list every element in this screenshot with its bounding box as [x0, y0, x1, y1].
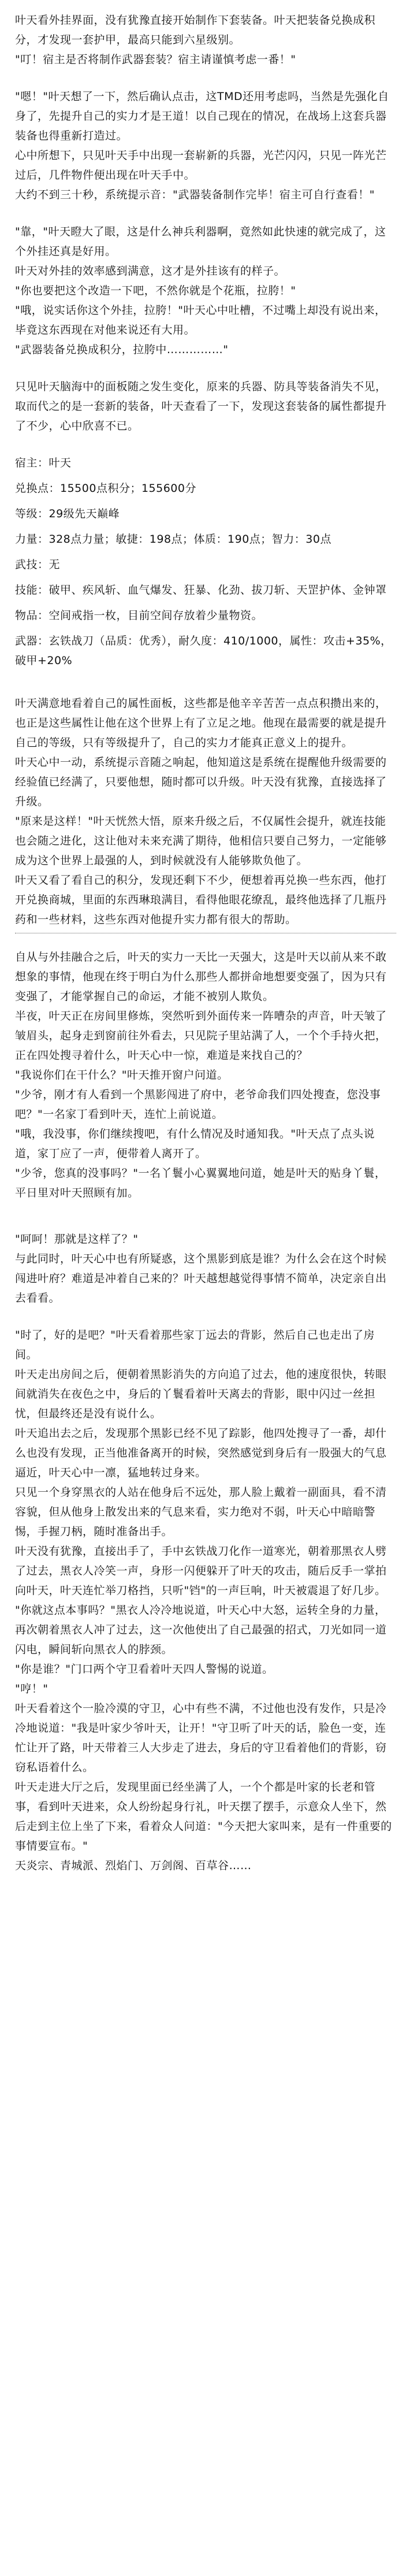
paragraph: 与此同时，叶天心中也有所疑惑，这个黑影到底是谁？为什么会在这个时候闯进叶府？难道是冲着自己来的？叶天越想越觉得事情不简单，决定亲自出去看看。	[15, 1252, 387, 1304]
paragraph: "呵呵！那就是这样了？"	[15, 1233, 139, 1246]
paragraph: 只见一个身穿黑衣的人站在他身后不远处，那人脸上戴着一副面具，看不清容貌，但从他身上散发出来的气息来看，实力绝对不弱，叶天心中暗暗警惕，手握刀柄，随时准备出手。	[15, 1486, 387, 1538]
paragraph: 叶天走进大厅之后，发现里面已经坐满了人，一个个都是叶家的长老和管事，看到叶天进来，众人纷纷起身行礼，叶天摆了摆手，示意众人坐下，然后走到主位上坐了下来，看着众人问道："今天把大家叫来，是有一件重要的事情要宣布。"	[15, 1781, 392, 1852]
stat-line: 等级：29级先天巅峰	[15, 507, 120, 520]
stat-line: 技能：破甲、疾风斩、血气爆发、狂暴、化劲、拔刀斩、天罡护体、金钟罩	[15, 584, 387, 596]
paragraph: 心中所想下，只见叶天手中出现一套崭新的兵器，光芒闪闪，只见一阵光芒过后，几件物件便出现在叶天手中。	[15, 149, 387, 181]
stat-line: 物品：空间戒指一枚，目前空间存放着少量物资。	[15, 609, 263, 622]
paragraph: "叮！宿主是否将制作武器套装？宿主请谨慎考虑一番！"	[15, 53, 296, 66]
paragraph: "嗯！"叶天想了一下，然后确认点击，这TMD还用考虑吗，当然是先强化自身了，先提升自己的实力才是王道！以自己现在的情况，在战场上这套兵器装备也得重新打造过。	[15, 90, 389, 142]
stat-line: 宿主：叶天	[15, 457, 72, 469]
paragraph: 天炎宗、青城派、烈焰门、万剑阁、百草谷……	[15, 1859, 252, 1872]
paragraph-spacer	[15, 1308, 396, 1325]
paragraph-spacer	[15, 1203, 396, 1229]
paragraph: "少爷，刚才有人看到一个黑影闯进了府中，老爷命我们四处搜查，您没事吧？"一名家丁看到叶天，连忙上前说道。	[15, 1088, 381, 1121]
paragraph-spacer	[15, 359, 396, 377]
paragraph-spacer	[15, 205, 396, 222]
paragraph: "你是谁？"门口两个守卫看着叶天四人警惕的说道。	[15, 1663, 274, 1676]
paragraph: "哦，我没事，你们继续搜吧，有什么情况及时通知我。"叶天点了点头说道，家丁应了一声，便带着人离开了。	[15, 1128, 375, 1160]
paragraph: "你也要把这个改造一下吧，不然你就是个花瓶，拉胯！"	[15, 284, 296, 297]
paragraph: 叶天心中一动，系统提示音随之响起，他知道这是系统在提醒他升级需要的经验值已经满了，只要他想，随时都可以升级。叶天没有犹豫，直接选择了升级。	[15, 756, 387, 808]
paragraph: 叶天又看了看自己的积分，发现还剩下不少，便想着再兑换一些东西，他打开兑换商城，里面的东西琳琅满目，看得他眼花缭乱，最终他选择了几瓶丹药和一些材料，这些东西对他提升实力都有很大的帮助。	[15, 874, 387, 926]
paragraph-spacer	[15, 676, 396, 694]
paragraph: "少爷，您真的没事吗？"一名丫鬟小心翼翼地问道，她是叶天的贴身丫鬟，平日里对叶天照顾有加。	[15, 1167, 386, 1199]
paragraph: 叶天看着这个一脸冷漠的守卫，心中有些不满，不过他也没有发作，只是冷冷地说道："我是叶家少爷叶天，让开！"守卫听了叶天的话，脸色一变，连忙让开了路，叶天带着三人大步走了进去，身后的守卫看着他们的背影，窃窃私语着什么。	[15, 1702, 387, 1774]
paragraph: "哦，说实话你这个外挂，拉胯！"叶天心中吐槽，不过嘴上却没有说出来，毕竟这东西现在对他来说还有大用。	[15, 304, 386, 336]
paragraph: 自从与外挂融合之后，叶天的实力一天比一天强大，这是叶天以前从来不敢想象的事情，他现在终于明白为什么那些人都拼命地想要变强了，因为只有变强了，才能掌握自己的命运，才能不被别人欺负。	[15, 951, 387, 1003]
paragraph-spacer	[15, 436, 396, 453]
paragraph: "我说你们在干什么？"叶天推开窗户问道。	[15, 1069, 229, 1081]
paragraph: "哼！"	[15, 1682, 49, 1695]
paragraph: 大约不到三十秒，系统提示音："武器装备制作完毕！宿主可自行查看！"	[15, 188, 375, 201]
paragraph: 叶天满意地看着自己的属性面板，这些都是他辛辛苦苦一点点积攒出来的，也正是这些属性让他在这个世界上有了立足之地。他现在最需要的就是提升自己的等级，只有等级提升了，自己的实力才能真正意义上的提升。	[15, 697, 387, 749]
stat-line: 力量：328点力量；敏捷：198点；体质：190点；智力：30点	[15, 533, 331, 546]
paragraph: 叶天追出去之后，发现那个黑影已经不见了踪影，他四处搜寻了一番，却什么也没有发现，正当他准备离开的时候，突然感觉到身后有一股强大的气息逼近，叶天心中一凛，猛地转过身来。	[15, 1427, 387, 1479]
paragraph-spacer	[15, 69, 396, 87]
stat-line: 兑换点：15500点积分；155600分	[15, 482, 196, 495]
paragraph: "时了，好的是吧？"叶天看着那些家丁远去的背影，然后自己也走出了房间。	[15, 1329, 375, 1361]
paragraph: 叶天看外挂界面，没有犹豫直接开始制作下套装备。叶天把装备兑换成积分，才发现一套护甲，最高只能到六星级别。	[15, 14, 376, 46]
paragraph: 叶天没有犹豫，直接出手了，手中玄铁战刀化作一道寒光，朝着那黑衣人劈了过去，黑衣人冷笑一声，身形一闪便躲开了叶天的攻击，随后反手一掌拍向叶天，叶天连忙举刀格挡，只听"铛"的一声巨响，叶天被震退了好几步。	[15, 1545, 387, 1597]
paragraph: 叶天对外挂的效率感到满意，这才是外挂该有的样子。	[15, 265, 286, 277]
paragraph: "原来是这样！"叶天恍然大悟，原来升级之后，不仅属性会提升，就连技能也会随之进化，这让他对未来充满了期待，他相信只要自己努力，一定能够成为这个世界上最强的人，到时候就没有人能够欺负他了。	[15, 815, 387, 867]
character-stats-panel	[15, 453, 396, 670]
paragraph: "武器装备兑换成积分，拉胯中……………"	[15, 343, 229, 356]
stat-line: 武技：无	[15, 558, 61, 571]
paragraph: 半夜，叶天正在房间里修炼，突然听到外面传来一阵嘈杂的声音，叶天皱了皱眉头，起身走到窗前往外看去，只见院子里站满了人，一个个手持火把，正在四处搜寻着什么，叶天心中一惊，难道是来找自己的？	[15, 1010, 387, 1062]
stat-line: 武器：玄铁战刀（品质：优秀），耐久度：410/1000，属性：攻击+35%，破甲+20%	[15, 635, 392, 667]
paragraph: "你就这点本事吗？"黑衣人冷冷地说道，叶天心中大怒，运转全身的力量，再次朝着黑衣人冲了过去，这一次他使出了自己最强的招式，刀光如同一道闪电，瞬间斩向黑衣人的脖颈。	[15, 1604, 387, 1656]
paragraph: 只见叶天脑海中的面板随之发生变化，原来的兵器、防具等装备消失不见，取而代之的是一套新的装备，叶天查看了一下，发现这套装备的属性都提升了不少，心中欣喜不已。	[15, 380, 387, 432]
document-body	[15, 10, 396, 1876]
paragraph: 叶天走出房间之后，便朝着黑影消失的方向追了过去，他的速度很快，转眼间就消失在夜色之中，身后的丫鬟看着叶天离去的背影，眼中闪过一丝担忧，但最终还是没有说什么。	[15, 1368, 387, 1420]
paragraph: "靠，"叶天瞪大了眼，这是什么神兵利器啊，竟然如此快速的就完成了，这个外挂还真是好用。	[15, 225, 386, 258]
